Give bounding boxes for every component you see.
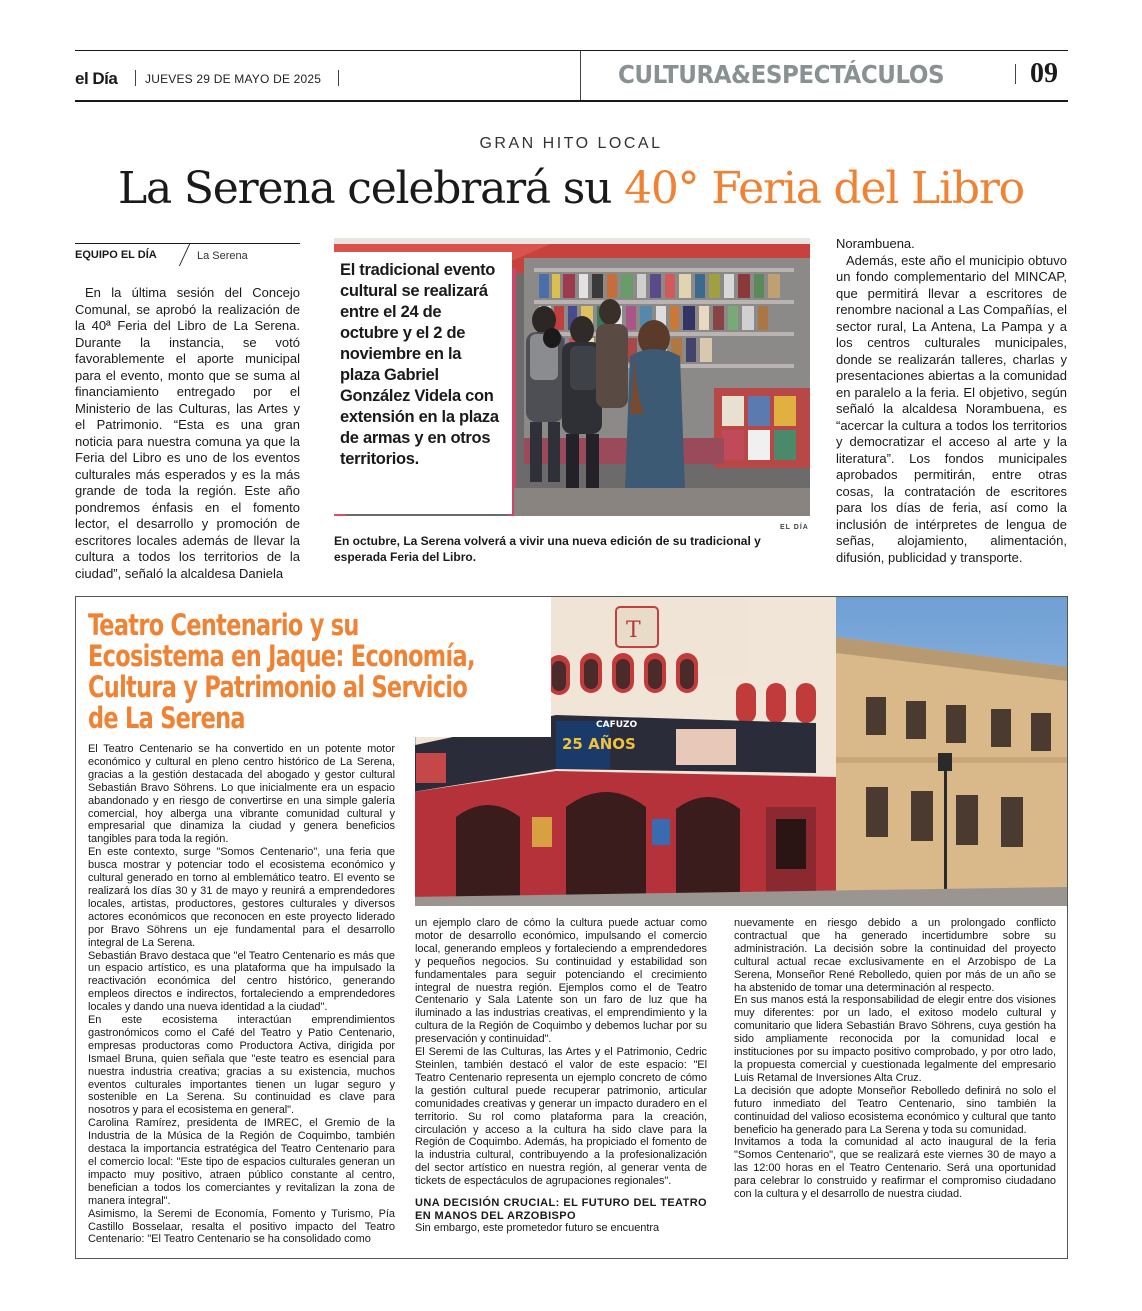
feature-column-2 (415, 917, 707, 1235)
article-column-1 (75, 285, 300, 582)
article-paragraph: Además, este año el municipio obtuvo un fondo complementario del MINCAP, que permitirá llevar a escritores de renombre nacional a Las Compañías, el sector rural, La Antena, La Pampa y a los centros culturales municipales, donde se realizarán talleres, charlas y presentaciones abiertas a la comunidad en paralelo a la feria. El objetivo, según señaló la alcaldesa Norambuena, es “acercar la cultura a todos los territorios y democratizar el acceso al arte y la literatura”. Los fondos municipales aprobados permitirán, entre otras cosas, la contratación de escritores para los días de feria, así como la inclusión de intérpretes de lengua de señas, alojamiento, alimentación, difusión, publicidad y transporte. (836, 252, 1067, 565)
feature-paragraph: Sebastián Bravo destaca que "el Teatro Centenario es más que un espacio artístico, es una plataforma que ha impulsado la reactivación económica del centro histórico, generando empleos directos e indirectos, fortaleciendo a emprendedores locales y dando una nueva identidad a la ciudad". (88, 949, 395, 1014)
headline-accent: 40° Feria del Libro (624, 163, 1024, 214)
article-column-3 (836, 236, 1067, 566)
photo-credit: EL DÍA (780, 524, 809, 531)
article-kicker: GRAN HITO LOCAL (479, 135, 663, 152)
article-paragraph-lead: Norambuena. (836, 236, 915, 251)
feature-paragraph: un ejemplo claro de cómo la cultura puede actuar como motor de desarrollo económico, impulsando el comercio local, generando empleos y fortaleciendo a emprendedores y pequeños negocios. Su continuidad y estabilidad son fundamentales para seguir potenciando el crecimiento integral de nuestra región. Ejemplos como el de Teatro Centenario y Sala Latente son un faro de luz que ha iluminado a las industrias creativas, el emprendimiento y la cultura de la Región de Coquimbo y debemos luchar por su preservación y continuidad". (415, 917, 707, 1046)
marquee-cafuzo: CAFUZO (596, 720, 638, 730)
page-number: 09 (1030, 58, 1058, 89)
pull-quote: El tradicional evento cultural se realizará entre el 24 de octubre y el 2 de noviembre en la plaza Gabriel González Videla con extensión en la plaza de armas y en otros territorios. (334, 252, 512, 514)
marquee-25-anos: 25 AÑOS (562, 735, 636, 753)
dateline-location: La Serena (197, 250, 248, 262)
feature-subhead: UNA DECISIÓN CRUCIAL: EL FUTURO DEL TEATRO EN MANOS DEL ARZOBISPO (415, 1197, 707, 1222)
masthead-logo: el Día (75, 69, 118, 88)
header-bottom-rule (75, 100, 1068, 102)
feature-paragraph: En este ecosistema interactúan emprendimientos gastronómicos como el Café del Teatro y Patio Centenario, empresas productoras como Productora Activa, dirigida por Ismael Bruna, quien señala que "este teatro es esencial para nuestra industria creativa; gracias a su existencia, muchos eventos culturales importantes tienen un lugar seguro y sostenible en La Serena. Su continuidad es clave para nosotros y para el ecosistema en general". (88, 1014, 395, 1117)
feature-paragraph: La decisión que adopte Monseñor Rebolledo definirá no solo el futuro inmediato del Teatro Centenario, sino también la continuidad del valioso ecosistema económico y cultural que tanto beneficio ha generado para La Serena y toda su comunidad. (734, 1084, 1056, 1136)
feature-paragraph: Asimismo, la Seremi de Economía, Fomento y Turismo, Pía Castillo Bosselaar, resalta el positivo impacto del Teatro Centenario: "El Teatro Centenario se ha consolidado como (88, 1207, 395, 1246)
feature-column-1 (88, 743, 395, 1246)
headline-main: La Serena celebrará su (118, 163, 625, 214)
date-separator (338, 70, 339, 86)
feature-paragraph: El Seremi de las Culturas, las Artes y el Patrimonio, Cedric Steinlen, también destacó el valor de este espacio: "El Teatro Centenario representa un ejemplo concreto de cómo la gestión cultural puede recuperar patrimonio, articular comunidades creativas y generar un impacto duradero en el territorio. Su rol como plataforma para la creación, circulación y acceso a la cultura ha sido clave para la Región de Coquimbo. Además, ha propiciado el fomento de la industria cultural, contribuyendo a la profesionalización del sector artístico en nuestra región, al generar venta de tickets de espectáculos de agrupaciones regionales". (415, 1046, 707, 1188)
feature-paragraph: En este contexto, surge "Somos Centenario", una feria que busca mostrar y potenciar todo el ecosistema económico y cultural generado en torno al emblemático teatro. El evento se realizará los días 30 y 31 de mayo y reunirá a emprendedores locales, artistas, productores, gestores culturales y diversos actores económicos que reconocen en este proyecto liderado por Bravo Söhrens un eje fundamental para el desarrollo integral de La Serena. (88, 846, 395, 949)
byline-rule (75, 243, 300, 244)
feature-paragraph: El Teatro Centenario se ha convertido en un potente motor económico y cultural en pleno centro histórico de La Serena, gracias a la gestión destacada del abogado y gestor cultural Sebastián Bravo Söhrens. Lo que inicialmente era un espacio abandonado y en riesgo de convertirse en una simple galería comercial, hoy alberga una vibrante comunidad cultural y empresarial que dinamiza la ciudad y genera beneficios tangibles para toda la región. (88, 743, 395, 846)
brand-separator (135, 70, 136, 86)
page-number-separator (1015, 64, 1016, 84)
feature-paragraph: En sus manos está la responsabilidad de elegir entre dos visiones muy diferentes: por un lado, el exitoso modelo cultural y comunitario que lidera Sebastián Bravo Söhrens, cuya gestión ha sido ampliamente reconocida por la comunidad local e instituciones por su impacto positivo comprobado, y por otro lado, la propuesta comercial y cuestionada legalmente del empresario Luis Retamal de Inversiones Alta Cruz. (734, 994, 1056, 1084)
byline-slash (179, 244, 190, 266)
feature-paragraph: Sin embargo, este prometedor futuro se encuentra (415, 1222, 660, 1235)
article-paragraph: En la última sesión del Concejo Comunal, se aprobó la realización de la 40ª Feria del Libro de La Serena. Durante la instancia, se votó favorablemente el aporte municipal para el evento, monto que se suma al financiamiento entregado por el Ministerio de las Culturas, las Artes y el Patrimonio. “Esta es una gran noticia para nuestra comuna ya que la Feria del Libro es uno de los eventos culturales más esperados y es la más grande de toda la región. Este año pondremos énfasis en el fomento lector, el desarrollo y promoción de escritores locales además de llevar la cultura a todos los territorios de la ciudad”, señaló la alcaldesa Daniela (75, 285, 300, 581)
issue-date: JUEVES 29 DE MAYO DE 2025 (145, 72, 322, 86)
byline: EQUIPO EL DÍA (75, 249, 157, 261)
svg-text:T: T (626, 618, 641, 643)
photo-caption: En octubre, La Serena volverá a vivir una nueva edición de su tradicional y esperada Feria del Libro. (334, 534, 761, 564)
top-rule (75, 50, 1068, 51)
section-title: CULTURA&ESPECTÁCULOS (618, 60, 945, 89)
feature-paragraph: Invitamos a toda la comunidad al acto inaugural de la feria "Somos Centenario", que se realizará este viernes 30 de mayo a las 12:00 horas en el Teatro Centenario. Será una oportunidad para celebrar lo construido y reafirmar el compromiso ciudadano con la cultura y el desarrollo de nuestra ciudad. (734, 1136, 1056, 1201)
article-headline (0, 163, 1142, 214)
feature-column-3 (734, 917, 1056, 1201)
header-divider (580, 51, 581, 100)
feature-paragraph: nuevamente en riesgo debido a un prolongado conflicto contractual que ha generado incertidumbre sobre su administración. La decisión sobre la continuidad del proyecto cultural actual recae exclusivamente en el Arzobispo de La Serena, Monseñor René Rebolledo, quien por más de un año se ha abstenido de tomar una determinación al respecto. (734, 917, 1056, 994)
feature-headline: Teatro Centenario y su Ecosistema en Jaque: Economía, Cultura y Patrimonio al Servicio de La Serena (88, 608, 475, 735)
feature-paragraph: Carolina Ramírez, presidenta de IMREC, el Gremio de la Industria de la Música de la Región de Coquimbo, también destaca la importancia estratégica del Teatro Centenario para el comercio local: "Este tipo de espacios culturales generan un impacto muy positivo, atraen público constante al centro, benefician a todos los comerciantes y revitalizan la zona de manera integral". (88, 1117, 395, 1207)
